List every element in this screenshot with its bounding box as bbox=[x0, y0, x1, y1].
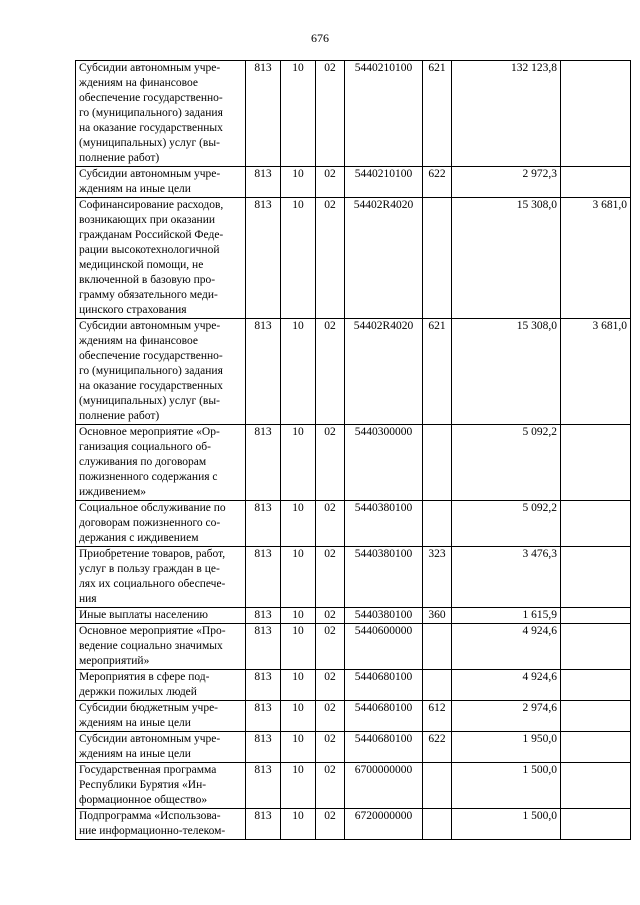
table-row bbox=[76, 809, 631, 840]
cell-grbs-code: 813 bbox=[246, 425, 281, 501]
cell-target-article: 5440380100 bbox=[345, 501, 423, 547]
cell-grbs-code: 813 bbox=[246, 701, 281, 732]
table-row bbox=[76, 425, 631, 501]
cell-amount-federal: 3 681,0 bbox=[561, 198, 631, 319]
cell-subsection: 02 bbox=[316, 701, 345, 732]
cell-amount: 5 092,2 bbox=[452, 425, 561, 501]
cell-amount: 2 972,3 bbox=[452, 167, 561, 198]
cell-section: 10 bbox=[281, 670, 316, 701]
cell-grbs-code: 813 bbox=[246, 670, 281, 701]
table-row bbox=[76, 61, 631, 167]
cell-target-article: 54402R4020 bbox=[345, 319, 423, 425]
cell-name: Субсидии автономным учре- ждениям на иные цели bbox=[76, 167, 246, 198]
cell-name: Иные выплаты населению bbox=[76, 608, 246, 624]
cell-expense-type bbox=[423, 670, 452, 701]
table-row bbox=[76, 701, 631, 732]
cell-grbs-code: 813 bbox=[246, 624, 281, 670]
cell-target-article: 5440680100 bbox=[345, 701, 423, 732]
cell-section: 10 bbox=[281, 319, 316, 425]
cell-expense-type: 621 bbox=[423, 319, 452, 425]
cell-expense-type bbox=[423, 624, 452, 670]
cell-subsection: 02 bbox=[316, 809, 345, 840]
cell-amount-federal bbox=[561, 809, 631, 840]
cell-name: Субсидии автономным учре- ждениям на финансовое обеспечение государственно- го (муниципального) задания на оказание государственных (муниципальных) услуг (вы- полнение работ) bbox=[76, 319, 246, 425]
table-row bbox=[76, 547, 631, 608]
cell-subsection: 02 bbox=[316, 670, 345, 701]
cell-grbs-code: 813 bbox=[246, 547, 281, 608]
cell-amount: 5 092,2 bbox=[452, 501, 561, 547]
cell-amount-federal bbox=[561, 425, 631, 501]
budget-table bbox=[75, 60, 631, 840]
cell-section: 10 bbox=[281, 167, 316, 198]
cell-name: Основное мероприятие «Ор- ганизация социального об- служивания по договорам пожизненного содержания с иждивением» bbox=[76, 425, 246, 501]
cell-amount: 15 308,0 bbox=[452, 198, 561, 319]
table-row bbox=[76, 624, 631, 670]
cell-section: 10 bbox=[281, 198, 316, 319]
cell-subsection: 02 bbox=[316, 608, 345, 624]
cell-section: 10 bbox=[281, 763, 316, 809]
cell-target-article: 5440210100 bbox=[345, 61, 423, 167]
cell-section: 10 bbox=[281, 425, 316, 501]
cell-name: Мероприятия в сфере под- держки пожилых людей bbox=[76, 670, 246, 701]
cell-amount-federal bbox=[561, 701, 631, 732]
cell-amount-federal bbox=[561, 763, 631, 809]
page-number: 676 bbox=[311, 31, 329, 45]
table-row bbox=[76, 670, 631, 701]
cell-target-article: 5440300000 bbox=[345, 425, 423, 501]
cell-name: Подпрограмма «Использова- ние информационно-телеком- bbox=[76, 809, 246, 840]
cell-grbs-code: 813 bbox=[246, 763, 281, 809]
cell-expense-type: 622 bbox=[423, 732, 452, 763]
cell-target-article: 6700000000 bbox=[345, 763, 423, 809]
cell-subsection: 02 bbox=[316, 763, 345, 809]
cell-grbs-code: 813 bbox=[246, 319, 281, 425]
cell-amount: 1 500,0 bbox=[452, 763, 561, 809]
cell-grbs-code: 813 bbox=[246, 732, 281, 763]
cell-grbs-code: 813 bbox=[246, 198, 281, 319]
cell-grbs-code: 813 bbox=[246, 809, 281, 840]
cell-subsection: 02 bbox=[316, 198, 345, 319]
cell-subsection: 02 bbox=[316, 425, 345, 501]
table-row bbox=[76, 167, 631, 198]
cell-subsection: 02 bbox=[316, 547, 345, 608]
table-row bbox=[76, 501, 631, 547]
cell-subsection: 02 bbox=[316, 624, 345, 670]
cell-section: 10 bbox=[281, 809, 316, 840]
cell-target-article: 5440680100 bbox=[345, 732, 423, 763]
cell-name: Субсидии бюджетным учре- ждениям на иные цели bbox=[76, 701, 246, 732]
cell-amount-federal bbox=[561, 547, 631, 608]
cell-grbs-code: 813 bbox=[246, 608, 281, 624]
cell-name: Социальное обслуживание по договорам пожизненного со- держания с иждивением bbox=[76, 501, 246, 547]
cell-name: Государственная программа Республики Бурятия «Ин- формационное общество» bbox=[76, 763, 246, 809]
cell-target-article: 5440210100 bbox=[345, 167, 423, 198]
cell-expense-type: 323 bbox=[423, 547, 452, 608]
cell-grbs-code: 813 bbox=[246, 501, 281, 547]
cell-amount: 15 308,0 bbox=[452, 319, 561, 425]
cell-section: 10 bbox=[281, 547, 316, 608]
cell-grbs-code: 813 bbox=[246, 61, 281, 167]
cell-amount-federal bbox=[561, 167, 631, 198]
cell-name: Основное мероприятие «Про- ведение социально значимых мероприятий» bbox=[76, 624, 246, 670]
cell-amount: 132 123,8 bbox=[452, 61, 561, 167]
cell-target-article: 5440600000 bbox=[345, 624, 423, 670]
cell-amount: 1 950,0 bbox=[452, 732, 561, 763]
cell-amount-federal bbox=[561, 670, 631, 701]
cell-amount-federal bbox=[561, 732, 631, 763]
cell-expense-type: 360 bbox=[423, 608, 452, 624]
cell-grbs-code: 813 bbox=[246, 167, 281, 198]
cell-amount-federal: 3 681,0 bbox=[561, 319, 631, 425]
cell-amount-federal bbox=[561, 608, 631, 624]
table-row bbox=[76, 732, 631, 763]
table-row bbox=[76, 608, 631, 624]
table-row bbox=[76, 198, 631, 319]
cell-target-article: 54402R4020 bbox=[345, 198, 423, 319]
cell-section: 10 bbox=[281, 701, 316, 732]
cell-amount-federal bbox=[561, 61, 631, 167]
cell-section: 10 bbox=[281, 624, 316, 670]
cell-section: 10 bbox=[281, 608, 316, 624]
cell-expense-type bbox=[423, 763, 452, 809]
cell-amount-federal bbox=[561, 501, 631, 547]
cell-amount: 3 476,3 bbox=[452, 547, 561, 608]
cell-name: Приобретение товаров, работ, услуг в пользу граждан в це- лях их социального обеспече- ния bbox=[76, 547, 246, 608]
cell-subsection: 02 bbox=[316, 167, 345, 198]
cell-expense-type bbox=[423, 198, 452, 319]
cell-subsection: 02 bbox=[316, 61, 345, 167]
cell-target-article: 6720000000 bbox=[345, 809, 423, 840]
cell-amount: 1 500,0 bbox=[452, 809, 561, 840]
cell-subsection: 02 bbox=[316, 319, 345, 425]
cell-section: 10 bbox=[281, 501, 316, 547]
cell-expense-type bbox=[423, 809, 452, 840]
table-row bbox=[76, 319, 631, 425]
cell-amount: 4 924,6 bbox=[452, 670, 561, 701]
cell-target-article: 5440380100 bbox=[345, 608, 423, 624]
cell-expense-type: 622 bbox=[423, 167, 452, 198]
cell-expense-type: 621 bbox=[423, 61, 452, 167]
cell-name: Софинансирование расходов, возникающих при оказании гражданам Российской Феде- рации высокотехнологичной медицинской помощи, не включенной в базовую про- грамму обязательного меди- цинского страхования bbox=[76, 198, 246, 319]
cell-expense-type bbox=[423, 425, 452, 501]
cell-name: Субсидии автономным учре- ждениям на финансовое обеспечение государственно- го (муниципального) задания на оказание государственных (муниципальных) услуг (вы- полнение работ) bbox=[76, 61, 246, 167]
cell-expense-type bbox=[423, 501, 452, 547]
cell-amount: 4 924,6 bbox=[452, 624, 561, 670]
cell-expense-type: 612 bbox=[423, 701, 452, 732]
budget-table-body bbox=[76, 61, 631, 840]
cell-amount: 2 974,6 bbox=[452, 701, 561, 732]
cell-amount: 1 615,9 bbox=[452, 608, 561, 624]
table-row bbox=[76, 763, 631, 809]
cell-amount-federal bbox=[561, 624, 631, 670]
cell-name: Субсидии автономным учре- ждениям на иные цели bbox=[76, 732, 246, 763]
cell-section: 10 bbox=[281, 732, 316, 763]
cell-target-article: 5440380100 bbox=[345, 547, 423, 608]
cell-section: 10 bbox=[281, 61, 316, 167]
cell-subsection: 02 bbox=[316, 501, 345, 547]
cell-target-article: 5440680100 bbox=[345, 670, 423, 701]
cell-subsection: 02 bbox=[316, 732, 345, 763]
